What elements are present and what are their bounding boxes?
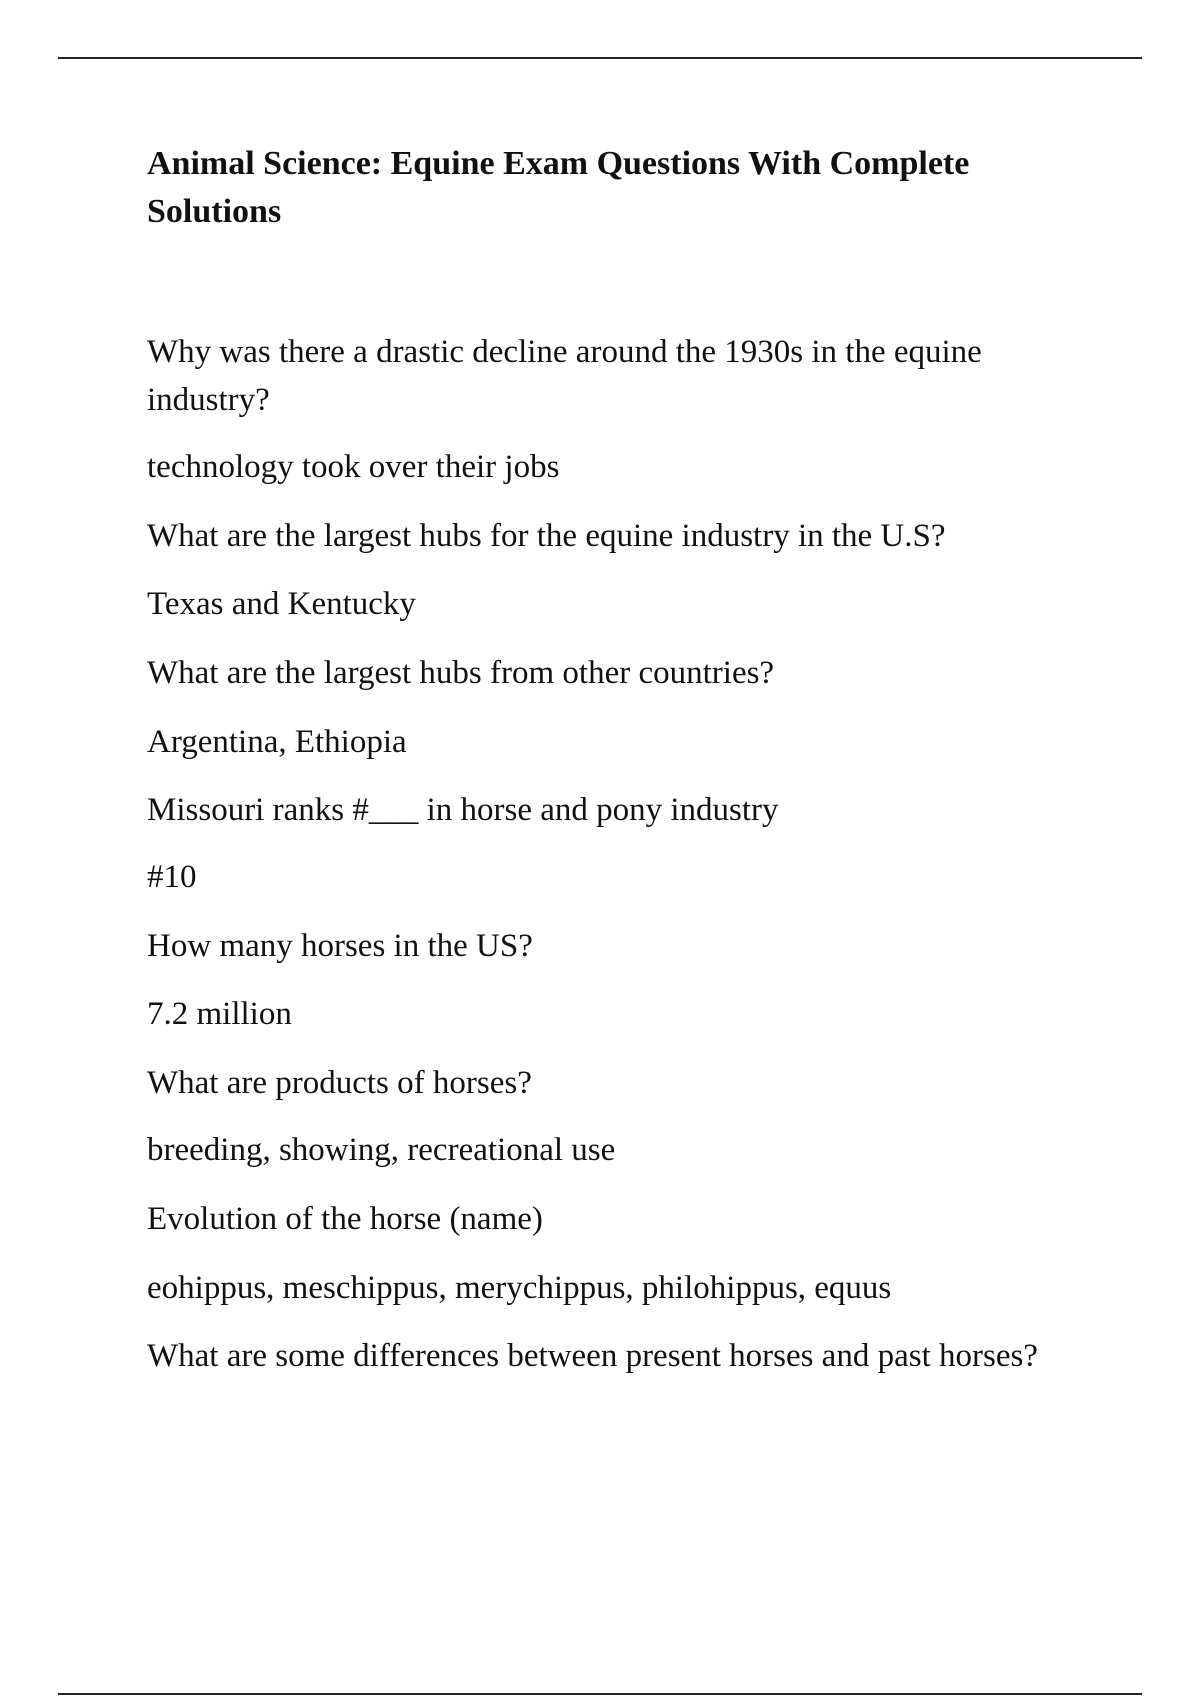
document-title: Animal Science: Equine Exam Questions With Complete Solutions [147, 145, 970, 230]
answer-text: Argentina, Ethiopia [147, 724, 407, 760]
answer-text: 7.2 million [147, 996, 292, 1032]
bottom-divider [58, 1693, 1142, 1695]
answer-text: technology took over their jobs [147, 449, 560, 485]
question-text: What are the largest hubs for the equine industry in the U.S? [147, 518, 946, 554]
answer-text: breeding, showing, recreational use [147, 1132, 616, 1168]
answer-text: eohippus, meschippus, merychippus, philohippus, equus [147, 1270, 892, 1306]
question-text: What are some differences between present horses and past horses? [147, 1338, 1038, 1374]
answer-text: Texas and Kentucky [147, 586, 416, 622]
question-text: What are the largest hubs from other countries? [147, 655, 775, 691]
question-text: How many horses in the US? [147, 928, 533, 964]
top-divider [58, 57, 1142, 59]
question-text: Missouri ranks #___ in horse and pony industry [147, 792, 779, 828]
answer-text: #10 [147, 859, 197, 895]
question-text: Why was there a drastic decline around the 1930s in the equine industry? [147, 334, 982, 418]
question-text: Evolution of the horse (name) [147, 1201, 543, 1237]
question-text: What are products of horses? [147, 1065, 532, 1101]
